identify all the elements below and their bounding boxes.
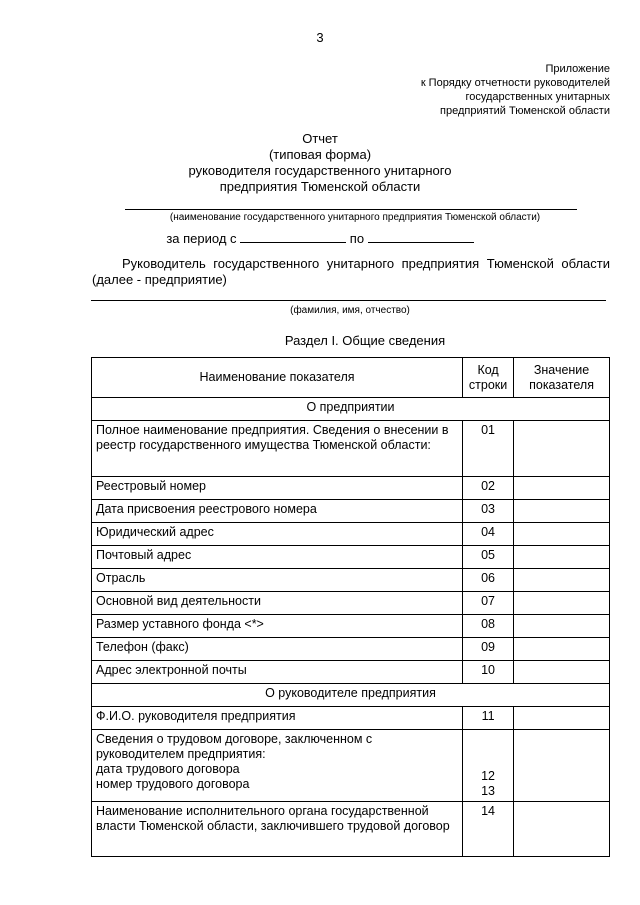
row-value — [514, 638, 610, 661]
row-value — [514, 730, 610, 802]
header-code-line: Код — [477, 362, 499, 377]
table-row — [92, 730, 610, 802]
period-prefix: за период с — [166, 231, 237, 246]
table-row — [92, 638, 610, 661]
row-code: 14 — [463, 802, 514, 857]
table-row — [92, 421, 610, 477]
title-line: руководителя государственного унитарного — [188, 163, 452, 178]
table-row — [92, 802, 610, 857]
report-period — [0, 231, 640, 246]
table-row — [92, 661, 610, 684]
row-value — [514, 500, 610, 523]
row-label: Размер уставного фонда <*> — [92, 615, 463, 638]
head-name-line — [91, 300, 606, 301]
appendix-line: государственных унитарных — [465, 91, 610, 103]
table-subheader-row — [92, 684, 610, 707]
table-row — [92, 477, 610, 500]
row-value — [514, 661, 610, 684]
table-subheader-row — [92, 398, 610, 421]
row-label: Наименование исполнительного органа государственной власти Тюменской области, заключившего трудовой договор — [92, 802, 463, 857]
header-code-line: строки — [468, 377, 508, 392]
row-code: 08 — [463, 615, 514, 638]
row-code: 02 — [463, 477, 514, 500]
row-value — [514, 523, 610, 546]
subheader-head: О руководителе предприятия — [92, 684, 610, 707]
header-code — [463, 358, 514, 398]
header-value — [514, 358, 610, 398]
period-end-blank — [368, 231, 474, 243]
table-row — [92, 615, 610, 638]
row-value — [514, 421, 610, 477]
appendix-line: к Порядку отчетности руководителей — [420, 77, 610, 89]
table-row — [92, 523, 610, 546]
head-name-caption: (фамилия, имя, отчество) — [290, 305, 410, 316]
row-label: Адрес электронной почты — [92, 661, 463, 684]
row-code: 03 — [463, 500, 514, 523]
page-number: 3 — [316, 30, 324, 45]
appendix-line: предприятий Тюменской области — [440, 105, 610, 117]
row-value — [514, 802, 610, 857]
title-line: предприятия Тюменской области — [219, 179, 421, 194]
row-label: Ф.И.О. руководителя предприятия — [92, 707, 463, 730]
title-line: (типовая форма) — [268, 147, 372, 162]
row-label: Телефон (факс) — [92, 638, 463, 661]
head-paragraph: Руководитель государственного унитарного предприятия Тюменской области (далее - предприятие) — [92, 256, 610, 287]
row-code: 07 — [463, 592, 514, 615]
enterprise-name-caption: (наименование государственного унитарного предприятия Тюменской области) — [169, 212, 541, 223]
subheader-enterprise: О предприятии — [92, 398, 610, 421]
row-label: Дата присвоения реестрового номера — [92, 500, 463, 523]
row-value — [514, 592, 610, 615]
appendix-line: Приложение — [545, 63, 610, 75]
row-code: 06 — [463, 569, 514, 592]
header-name: Наименование показателя — [92, 358, 463, 398]
row-label — [92, 730, 463, 802]
row-code-line: 13 — [481, 784, 496, 798]
row-label: Юридический адрес — [92, 523, 463, 546]
row-label-line: Сведения о трудовом договоре, заключенном с руководителем предприятия: — [96, 732, 373, 761]
row-label: Полное наименование предприятия. Сведения о внесении в реестр государственного имущества Тюменской области: — [92, 421, 463, 477]
table-row — [92, 707, 610, 730]
row-value — [514, 707, 610, 730]
document-title — [0, 131, 640, 195]
row-label-line: дата трудового договора — [96, 762, 240, 776]
table-row — [92, 592, 610, 615]
period-middle: по — [349, 231, 365, 246]
row-label: Реестровый номер — [92, 477, 463, 500]
table-row — [92, 500, 610, 523]
row-label-line: номер трудового договора — [96, 777, 250, 791]
header-value-line: показателя — [529, 377, 594, 392]
row-code: 05 — [463, 546, 514, 569]
enterprise-name-line — [125, 209, 577, 210]
row-code — [463, 730, 514, 802]
row-label: Почтовый адрес — [92, 546, 463, 569]
row-label: Отрасль — [92, 569, 463, 592]
row-code: 01 — [463, 421, 514, 477]
row-code-line: 12 — [481, 769, 496, 783]
row-value — [514, 546, 610, 569]
section-title: Раздел I. Общие сведения — [284, 333, 446, 348]
row-value — [514, 615, 610, 638]
title-line: Отчет — [302, 131, 338, 146]
general-info-table — [91, 357, 610, 857]
row-code: 04 — [463, 523, 514, 546]
table-header-row — [92, 358, 610, 398]
row-label: Основной вид деятельности — [92, 592, 463, 615]
row-code: 09 — [463, 638, 514, 661]
appendix-note — [421, 62, 610, 118]
period-start-blank — [240, 231, 346, 243]
header-value-line: Значение — [533, 362, 590, 377]
table-row — [92, 569, 610, 592]
row-code: 11 — [463, 707, 514, 730]
row-code: 10 — [463, 661, 514, 684]
row-value — [514, 569, 610, 592]
table-row — [92, 546, 610, 569]
row-value — [514, 477, 610, 500]
